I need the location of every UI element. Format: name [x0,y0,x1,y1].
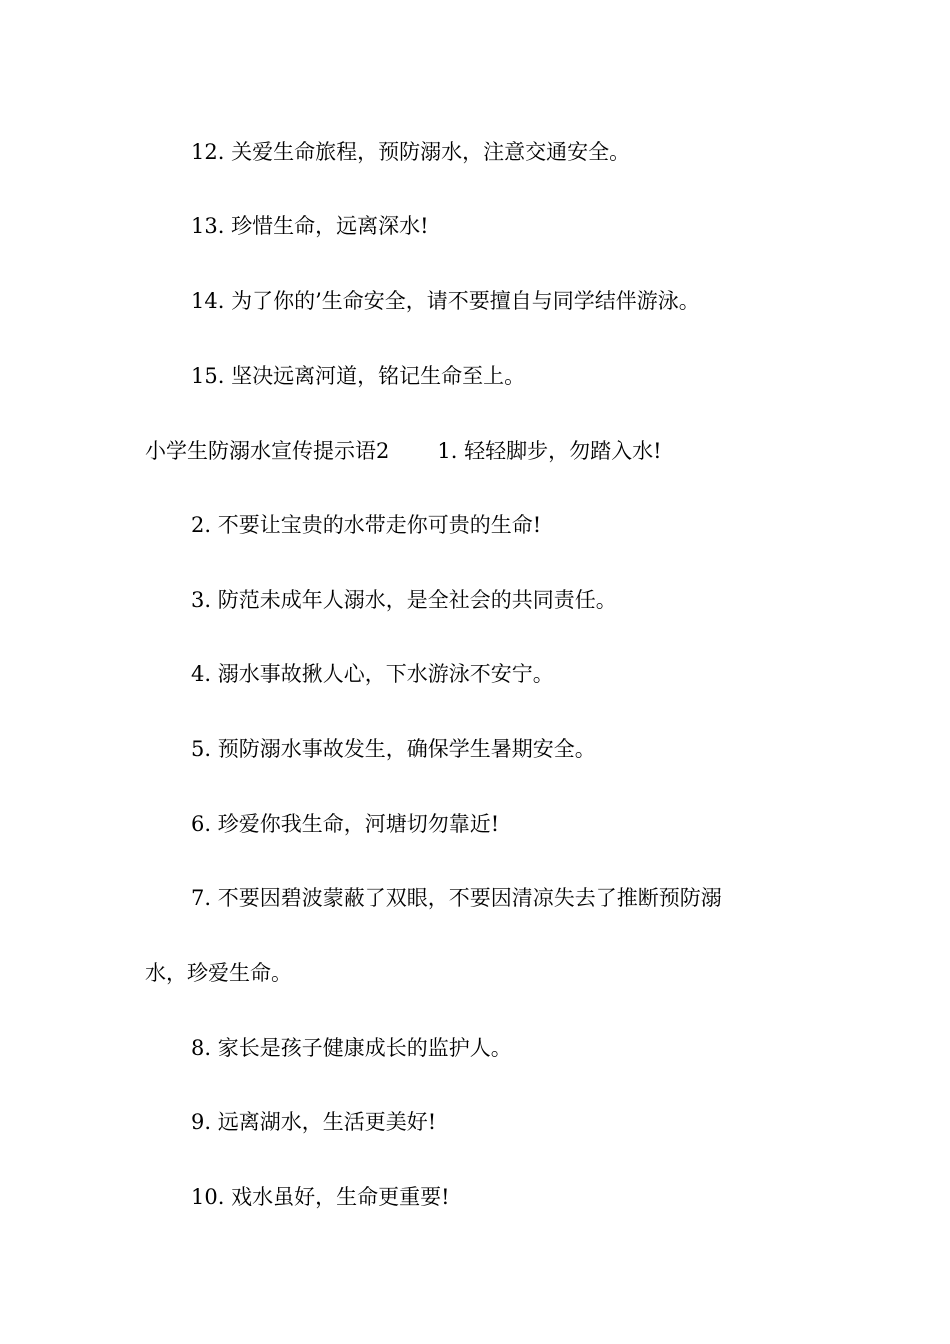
section-heading-line [145,437,825,465]
section-heading: 小学生防溺水宣传提示语2 [145,439,390,463]
slogan-line-7: 7. 不要因碧波蒙蔽了双眼，不要因清凉失去了推断预防溺 [191,886,722,910]
slogan-line-13: 13. 珍惜生命，远离深水! [191,214,429,238]
slogan-line-12: 12. 关爱生命旅程，预防溺水，注意交通安全。 [191,140,631,164]
slogan-line-5: 5. 预防溺水事故发生，确保学生暑期安全。 [191,737,596,761]
slogan-line-7-continued: 水，珍爱生命。 [145,961,292,985]
slogan-line-6: 6. 珍爱你我生命，河塘切勿靠近! [191,812,500,836]
slogan-line-8: 8. 家长是孩子健康成长的监护人。 [191,1036,512,1060]
slogan-line-14: 14. 为了你的’生命安全，请不要擅自与同学结伴游泳。 [191,289,700,313]
slogan-line-9: 9. 远离湖水，生活更美好! [191,1110,437,1134]
slogan-line-15: 15. 坚决远离河道，铭记生命至上。 [191,364,526,388]
slogan-line-4: 4. 溺水事故揪人心，下水游泳不安宁。 [191,662,554,686]
slogan-line-1: 1. 轻轻脚步，勿踏入水! [437,439,662,463]
slogan-line-10: 10. 戏水虽好，生命更重要! [191,1185,450,1209]
slogan-line-3: 3. 防范未成年人溺水，是全社会的共同责任。 [191,588,617,612]
slogan-line-2: 2. 不要让宝贵的水带走你可贵的生命! [191,513,542,537]
